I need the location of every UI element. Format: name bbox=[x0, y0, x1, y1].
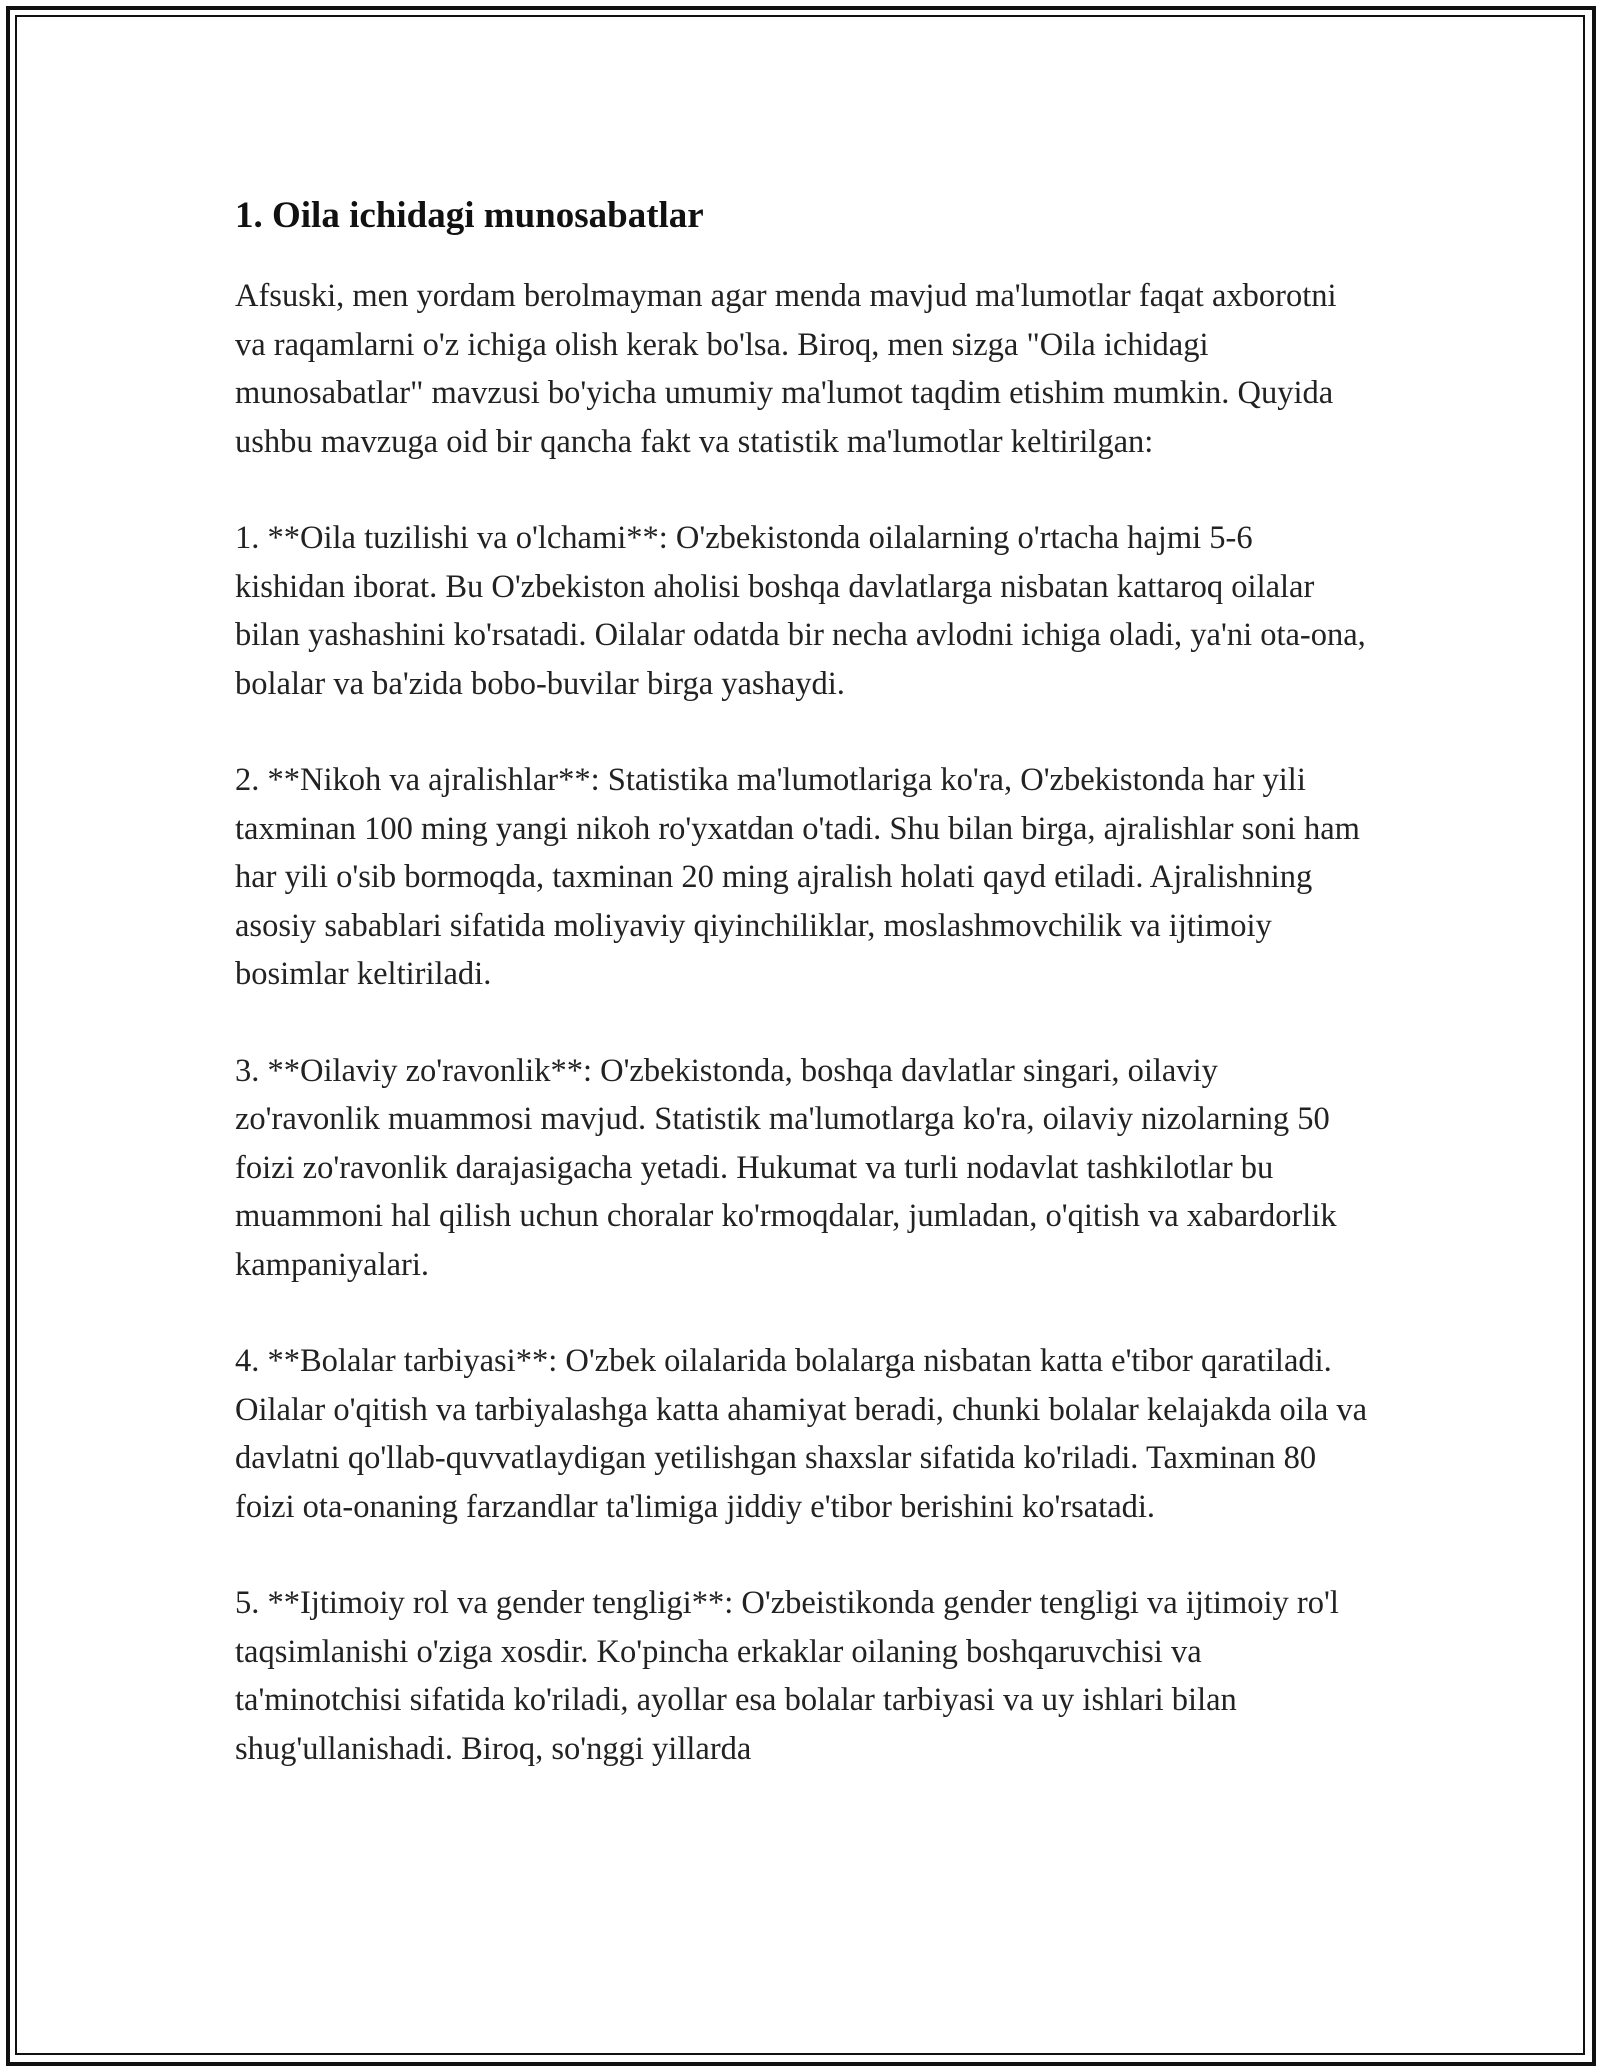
paragraph-marriage-divorce: 2. **Nikoh va ajralishlar**: Statistika ma'lumotlariga ko'ra, O'zbekistonda har yili taxminan 100 ming yangi nikoh ro'yxatdan o'tadi. Shu bilan birga, ajralishlar soni ham har yili o'sib bormoqda, taxminan 20 ming ajralish holati qayd etiladi. Ajralishning asosiy sabablari sifatida moliyaviy qiyinchiliklar, moslashmovchilik va ijtimoiy bosimlar keltiriladi. bbox=[235, 762, 1360, 992]
paragraph-domestic-violence: 3. **Oilaviy zo'ravonlik**: O'zbekistonda, boshqa davlatlar singari, oilaviy zo'ravonlik muammosi mavjud. Statistik ma'lumotlarga ko'ra, oilaviy nizolarning 50 foizi zo'ravonlik darajasigacha yetadi. Hukumat va turli nodavlat tashkilotlar bu muammoni hal qilish uchun choralar ko'rmoqdalar, jumladan, o'qitish va xabardorlik kampaniyalari. bbox=[235, 1052, 1337, 1283]
paragraph-gender-roles: 5. **Ijtimoiy rol va gender tengligi**: O'zbeistikonda gender tengligi va ijtimoiy ro'l taqsimlanishi o'ziga xosdir. Ko'pincha erkaklar oilaning boshqaruvchisi va ta'minotchisi sifatida ko'riladi, ayollar esa bolalar tarbiyasi va uy ishlari bilan shug'ullanishadi. Biroq, so'nggi yillarda bbox=[235, 1585, 1339, 1767]
document-body bbox=[235, 188, 1370, 1821]
paragraph-child-upbringing: 4. **Bolalar tarbiyasi**: O'zbek oilalarida bolalarga nisbatan katta e'tibor qaratiladi. Oilalar o'qitish va tarbiyalashga katta ahamiyat beradi, chunki bolalar kelajakda oila va davlatni qo'llab-quvvatlaydigan yetilishgan shaxslar sifatida ko'riladi. Taxminan 80 foizi ota-onaning farzandlar ta'limiga jiddiy e'tibor berishini ko'rsatadi. bbox=[235, 1343, 1368, 1525]
section-heading: 1. Oila ichidagi munosabatlar bbox=[235, 195, 704, 236]
paragraph-family-structure: 1. **Oila tuzilishi va o'lchami**: O'zbekistonda oilalarning o'rtacha hajmi 5-6 kishidan iborat. Bu O'zbekiston aholisi boshqa davlatlarga nisbatan kattaroq oilalar bilan yashashini ko'rsatadi. Oilalar odatda bir necha avlodni ichiga oladi, ya'ni ota-ona, bolalar va ba'zida bobo-buvilar birga yashaydi. bbox=[235, 520, 1366, 702]
intro-paragraph: Afsuski, men yordam berolmayman agar menda mavjud ma'lumotlar faqat axborotni va raqamlarni o'z ichiga olish kerak bo'lsa. Biroq, men sizga "Oila ichidagi munosabatlar" mavzusi bo'yicha umumiy ma'lumot taqdim etishim mumkin. Quyida ushbu mavzuga oid bir qancha fakt va statistik ma'lumotlar keltirilgan: bbox=[235, 278, 1337, 460]
